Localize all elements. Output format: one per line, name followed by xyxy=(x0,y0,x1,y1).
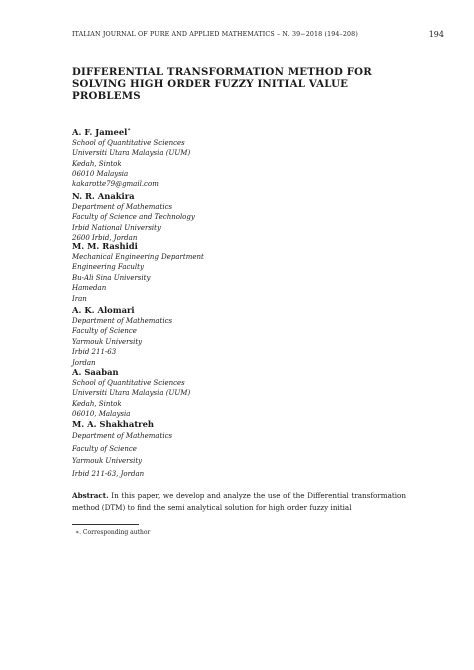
author-block xyxy=(72,418,402,480)
abstract-label: Abstract. xyxy=(72,491,109,500)
author-block xyxy=(72,366,402,420)
affiliation-line: 06010, Malaysia xyxy=(72,410,131,419)
affiliation-line: Irbid 211-63 xyxy=(72,348,117,357)
author-name: A. K. Alomari xyxy=(72,305,135,315)
affiliation-line: Kedah, Sintok xyxy=(72,159,122,168)
affiliation-line: 06010 Malaysia xyxy=(72,170,129,179)
author-block xyxy=(72,240,402,304)
abstract-text: In this paper, we develop and analyze the use of the Differential transformation method (DTM) to find the semi analytical solution for high order fuzzy initial xyxy=(72,491,406,512)
affiliation-line: Universiti Utara Malaysia (UUM) xyxy=(72,149,191,158)
affiliation-line: Faculty of Science and Technology xyxy=(72,213,195,222)
author-block xyxy=(72,190,402,244)
affiliation-line: 2600 Irbid, Jordan xyxy=(72,234,138,243)
affiliation-line: Universiti Utara Malaysia (UUM) xyxy=(72,389,191,398)
affiliation-line: Iran xyxy=(72,294,87,303)
author-block xyxy=(72,304,402,368)
footnote: ∗. Corresponding author xyxy=(75,529,151,536)
affiliation-line: Department of Mathematics xyxy=(72,317,173,325)
affiliation-line: Yarmouk University xyxy=(72,337,143,346)
author-name: A. Saaban xyxy=(72,367,119,377)
abstract xyxy=(72,490,406,514)
affiliation-line: Mechanical Engineering Department xyxy=(72,253,204,261)
affiliation-line: Bu-Ali Sina University xyxy=(72,273,151,282)
affiliation-line: Department of Mathematics xyxy=(72,203,173,211)
affiliation-line: Department of Mathematics xyxy=(72,432,173,440)
affiliation-line: Faculty of Science xyxy=(72,444,137,453)
affiliation-line: Irbid 211-63, Jordan xyxy=(72,469,145,478)
author-email: kakarotte79@gmail.com xyxy=(72,180,159,189)
affiliation-line: Kedah, Sintok xyxy=(72,399,122,408)
affiliation-line: Faculty of Science xyxy=(72,327,137,336)
paper-title xyxy=(72,66,402,102)
affiliation-line: Irbid National University xyxy=(72,223,161,232)
running-head: ITALIAN JOURNAL OF PURE AND APPLIED MATHEMATICS – N. 39−2018 (194–208) xyxy=(72,31,358,38)
affiliation-line: Engineering Faculty xyxy=(72,263,144,272)
author-name: M. A. Shakhatreh xyxy=(72,419,155,429)
author-name: M. M. Rashidi xyxy=(72,241,138,251)
author-name: A. F. Jameel∗ xyxy=(72,126,131,137)
page-number: 194 xyxy=(428,30,444,39)
author-name: N. R. Anakira xyxy=(72,191,135,201)
affiliation-line: School of Quantitative Sciences xyxy=(72,379,185,387)
affiliation-line: Jordan xyxy=(72,358,96,367)
affiliation-line: School of Quantitative Sciences xyxy=(72,138,185,147)
author-block xyxy=(72,124,402,190)
title-line: SOLVING HIGH ORDER FUZZY INITIAL VALUE xyxy=(72,78,349,90)
title-line: PROBLEMS xyxy=(72,90,141,102)
corresponding-author-marker: ∗ xyxy=(127,127,131,133)
title-line: DIFFERENTIAL TRANSFORMATION METHOD FOR xyxy=(72,66,372,78)
affiliation-line: Hamedan xyxy=(72,284,107,293)
affiliation-line: Yarmouk University xyxy=(72,457,143,466)
footnote-rule xyxy=(72,524,139,525)
